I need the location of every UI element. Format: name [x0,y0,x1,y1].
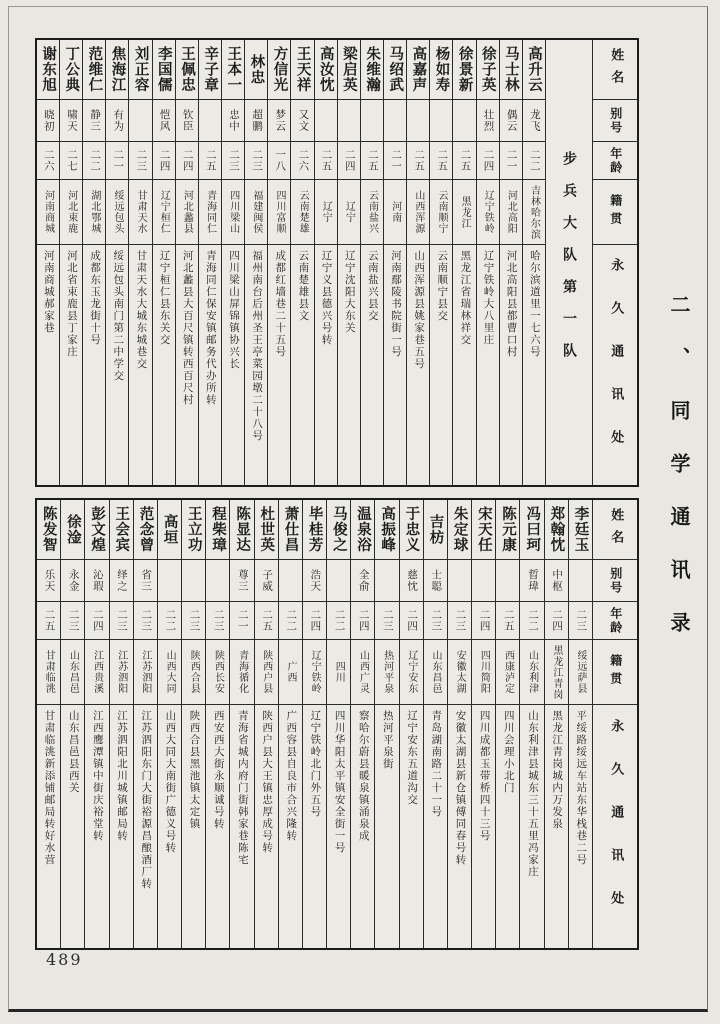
directory-table-top [35,38,639,487]
entry-alias [361,100,383,142]
entry-origin: 辽宁铁岭 [303,640,326,705]
entry-age: 二二 [279,602,302,640]
entry-address: 哈尔滨道里一七六号 [528,250,541,358]
entry-age: 二二 [158,602,181,640]
entry-address: 西安西大街永顺诚号转 [212,710,225,830]
entry-age: 二七 [60,142,82,180]
entry-address: 黑龙江青岗城内万发泉 [551,710,564,830]
entry-alias: 恺风 [153,100,175,142]
entry-column [423,500,447,948]
entry-origin: 甘肃天水 [129,180,151,245]
entry-name: 温泉浴 [351,500,374,560]
entry-alias [472,560,495,602]
entry-alias: 有为 [106,100,128,142]
entry-age: 二六 [291,142,313,180]
entry-column [337,40,360,485]
entry-alias [407,100,429,142]
entry-column [406,40,429,485]
entry-alias: 又文 [291,100,313,142]
entry-origin: 云南盐兴 [361,180,383,245]
entry-origin: 甘肃临洮 [37,640,60,705]
entry-name: 王天祥 [291,40,313,100]
entry-alias [375,560,398,602]
entry-alias [384,100,406,142]
entry-address: 江西鹰潭镇中街庆裕堂转 [91,710,104,842]
entry-name: 陈发智 [37,500,60,560]
entry-address: 云南顺宁县交 [436,250,449,322]
entry-origin: 四川 [327,640,350,705]
entry-alias: 钦臣 [176,100,198,142]
entry-alias: 忠中 [222,100,244,142]
entry-origin: 黑龙江青岗 [545,640,568,705]
entry-column [254,500,278,948]
entry-address: 河南商城郝家巷 [42,250,55,334]
entry-alias: 浩天 [303,560,326,602]
entry-column [175,40,198,485]
entry-name: 高汝忱 [315,40,337,100]
entry-column [452,40,475,485]
entry-address: 河北蠡县大百尺镇转西百尺村 [181,250,194,406]
entry-name: 丁公典 [60,40,82,100]
entry-column [290,40,313,485]
entry-alias [496,560,519,602]
entry-column [82,40,105,485]
entry-age: 二五 [37,602,60,640]
entry-age: 二一 [106,142,128,180]
entry-column [471,500,495,948]
entry-age: 二四 [351,602,374,640]
entry-age: 二四 [338,142,360,180]
entry-age: 二五 [255,602,278,640]
entry-name: 范维仁 [83,40,105,100]
entry-age: 二三 [424,602,447,640]
entry-name: 高升云 [523,40,545,100]
entry-age: 二一 [230,602,253,640]
header-alias: 别号 [593,100,637,142]
header-column [592,500,637,948]
entry-address: 河南鄢陵书院街一号 [389,250,402,358]
entry-name: 焦海江 [106,40,128,100]
entry-alias [327,560,350,602]
entry-alias [206,560,229,602]
entry-alias: 乐天 [37,560,60,602]
entry-address: 福州南台后州圣王亭菜园墩二十八号 [251,250,264,442]
entry-age: 二四 [176,142,198,180]
entry-name: 马俊之 [327,500,350,560]
entry-alias: 偶云 [500,100,522,142]
entry-origin: 陕西合县 [182,640,205,705]
entry-name: 杜世英 [255,500,278,560]
entry-column [447,500,471,948]
entry-origin: 黑龙江 [453,180,475,245]
entry-address: 黑龙江省瑞林祥交 [459,250,472,346]
entry-address: 辽宁义县德兴号转 [320,250,333,346]
entry-age: 二四 [477,142,499,180]
entry-address: 河北高阳县都曹口村 [505,250,518,358]
entry-name: 方信光 [268,40,290,100]
entry-address: 山西大同大南街广德义号转 [164,710,177,854]
entry-column [429,40,452,485]
entry-name: 李国儒 [153,40,175,100]
entry-age: 二六 [37,142,59,180]
entry-alias: 超鹏 [245,100,267,142]
entry-address: 山东利津县城东三十五里冯家庄 [526,710,539,878]
entry-age: 二三 [134,602,157,640]
entry-column [128,40,151,485]
entry-name: 高嘉声 [407,40,429,100]
entry-address: 四川会理小北门 [502,710,515,794]
entry-alias: 梦云 [268,100,290,142]
entry-name: 毕桂芳 [303,500,326,560]
entry-origin: 河南商城 [37,180,59,245]
entry-name: 萧仕昌 [279,500,302,560]
entry-age: 二三 [569,602,592,640]
entry-origin: 云南顺宁 [430,180,452,245]
entry-origin: 辽宁 [315,180,337,245]
entry-alias [158,560,181,602]
entry-address: 成都红墙巷二十五号 [274,250,287,358]
directory-table-bottom [35,498,639,950]
entry-column [198,40,221,485]
entry-address: 成都东玉龙街十号 [89,250,102,346]
entry-name: 辛子章 [199,40,221,100]
entry-address: 山西浑源县姚家巷五号 [413,250,426,370]
entry-column [519,500,543,948]
header-alias: 别号 [593,560,637,602]
entry-address: 四川梁山屏锦镇协兴长 [227,250,240,370]
entry-address: 云南楚雄县文 [297,250,310,322]
entry-column [476,40,499,485]
entry-name: 王会宾 [110,500,133,560]
entry-origin: 广西 [279,640,302,705]
entry-name: 刘正容 [129,40,151,100]
entry-alias: 壮烈 [477,100,499,142]
entry-age: 二三 [245,142,267,180]
entry-alias [315,100,337,142]
entry-name: 谢东旭 [37,40,59,100]
entry-column [495,500,519,948]
entry-origin: 山西浑源 [407,180,429,245]
entry-age: 二二 [327,602,350,640]
entry-alias [448,560,471,602]
header-address: 永久通讯处 [593,245,637,485]
entry-name: 冯曰珂 [520,500,543,560]
entry-name: 朱定球 [448,500,471,560]
entry-age: 二三 [61,602,84,640]
entry-column [59,40,82,485]
entry-alias [279,560,302,602]
entry-name: 陈显达 [230,500,253,560]
entry-column [278,500,302,948]
entry-name: 徐景新 [453,40,475,100]
entry-origin: 吉林哈尔滨 [523,180,545,245]
header-age: 年龄 [593,602,637,640]
entry-origin: 山东利津 [520,640,543,705]
unit-column [545,40,592,485]
unit-label: 步兵大队第一队 [561,150,577,375]
entry-alias [182,560,205,602]
entry-column [152,40,175,485]
entry-age: 二一 [384,142,406,180]
entry-origin: 河北束鹿 [60,180,82,245]
entry-address: 辽宁安东五道沟交 [406,710,419,806]
entry-column [84,500,108,948]
entry-alias: 尊三 [230,560,253,602]
entry-alias: 子威 [255,560,278,602]
entry-alias: 绎之 [110,560,133,602]
entry-column [544,500,568,948]
entry-column [383,40,406,485]
entry-origin: 山西大同 [158,640,181,705]
entry-column [360,40,383,485]
entry-address: 绥远包头南门第二中学交 [112,250,125,382]
entry-address: 青岛湖南路二十一号 [430,710,443,818]
entry-alias: 啸天 [60,100,82,142]
entry-origin: 辽宁铁岭 [477,180,499,245]
entry-column [499,40,522,485]
entry-name: 吉枋 [424,500,447,560]
entry-column [399,500,423,948]
entry-origin: 山东昌邑 [424,640,447,705]
entry-origin: 辽宁桓仁 [153,180,175,245]
entry-alias: 全俞 [351,560,374,602]
entry-address: 四川华阳太平镇安全街一号 [333,710,346,854]
entry-name: 陈元康 [496,500,519,560]
entry-column [350,500,374,948]
entry-name: 王佩忠 [176,40,198,100]
entry-name: 程柴璋 [206,500,229,560]
entry-origin: 青海同仁 [199,180,221,245]
entry-column [326,500,350,948]
entry-name: 马士林 [500,40,522,100]
entry-origin: 四川富顺 [268,180,290,245]
entry-alias [430,100,452,142]
entry-address: 广西容县自良市合兴隆转 [285,710,298,842]
entry-age: 二三 [206,602,229,640]
entry-age: 二四 [400,602,423,640]
entry-address: 辽宁沈阳大东关 [343,250,356,334]
entry-age: 二五 [315,142,337,180]
entry-column [229,500,253,948]
entry-age: 二三 [375,602,398,640]
entry-age: 二四 [153,142,175,180]
entry-age: 二二 [520,602,543,640]
entry-name: 徐子英 [477,40,499,100]
entry-address: 江苏泗阳东门大街裕源昌酿酒厂转 [140,710,153,890]
entry-name: 李廷玉 [569,500,592,560]
header-name: 姓名 [593,500,637,560]
entry-alias: 永金 [61,560,84,602]
entry-column [244,40,267,485]
entry-address: 陕西合县黑池镇太定镇 [188,710,201,830]
entry-alias: 士聪 [424,560,447,602]
entry-name: 林忠 [245,40,267,100]
entry-origin: 山东昌邑 [61,640,84,705]
entry-address: 青海同仁保安镇邮务代办所转 [204,250,217,406]
entry-name: 梁启英 [338,40,360,100]
entry-age: 二三 [182,602,205,640]
entry-origin: 热河平泉 [375,640,398,705]
entry-age: 二四 [303,602,326,640]
entry-origin: 陕西长安 [206,640,229,705]
entry-origin: 河南 [384,180,406,245]
header-address: 永久通讯处 [593,705,637,948]
entry-age: 二五 [199,142,221,180]
entry-column [60,500,84,948]
entry-age: 二五 [361,142,383,180]
section-title: 二、同学通讯录 [667,294,691,665]
entry-column [105,40,128,485]
entry-alias [199,100,221,142]
entry-origin: 江苏泗阳 [110,640,133,705]
entry-address: 陕西户县大王镇忠厚成号转 [261,710,274,854]
entry-column [568,500,592,948]
entry-address: 辽宁桓仁县东关交 [158,250,171,346]
entry-address: 安徽太湖县新仓镇傅同春号转 [454,710,467,866]
header-age: 年龄 [593,142,637,180]
entry-origin: 四川梁山 [222,180,244,245]
entry-name: 宋天任 [472,500,495,560]
header-column [592,40,637,485]
entry-alias [569,560,592,602]
entry-address: 热河平泉街 [381,710,394,770]
entry-origin: 辽宁 [338,180,360,245]
entry-column [374,500,398,948]
entry-age: 二五 [430,142,452,180]
entry-alias [129,100,151,142]
entry-address: 辽宁铁岭大八里庄 [482,250,495,346]
entry-origin: 福建闽侯 [245,180,267,245]
entry-address: 平绥路绥远车站东华栈巷二号 [575,710,588,866]
entry-address: 四川成都玉带桥四十三号 [478,710,491,842]
entry-column [37,500,60,948]
entry-age: 二二 [523,142,545,180]
entry-address: 河北省束鹿县丁家庄 [66,250,78,358]
entry-address: 甘肃临洮新添铺邮局转好水营 [43,710,56,866]
entry-name: 高垣 [158,500,181,560]
entry-column [181,500,205,948]
entry-age: 二四 [545,602,568,640]
entry-alias: 慈忱 [400,560,423,602]
entry-origin: 江苏泗阳 [134,640,157,705]
entry-name: 王立功 [182,500,205,560]
entry-origin: 山西广灵 [351,640,374,705]
entry-column [267,40,290,485]
entry-origin: 辽宁安东 [400,640,423,705]
entry-age: 一八 [268,142,290,180]
entry-name: 杨如寿 [430,40,452,100]
entry-age: 二一 [500,142,522,180]
entry-age: 二四 [472,602,495,640]
entry-origin: 四川简阳 [472,640,495,705]
entry-address: 青海省城内府门街韩家巷陈宅 [236,710,249,866]
entry-alias: 龙飞 [523,100,545,142]
entry-address: 察哈尔蔚县暖泉镇涌泉成 [357,710,370,842]
entry-name: 朱维瀚 [361,40,383,100]
entry-name: 王本一 [222,40,244,100]
entry-column [221,40,244,485]
entry-origin: 河北蠡县 [176,180,198,245]
entry-column [522,40,545,485]
entry-name: 高振峰 [375,500,398,560]
entry-name: 马绍武 [384,40,406,100]
header-name: 姓名 [593,40,637,100]
entry-column [37,40,59,485]
entry-name: 徐淦 [61,500,84,560]
entry-alias: 静三 [83,100,105,142]
entry-origin: 云南楚雄 [291,180,313,245]
entry-origin: 绥远萨县 [569,640,592,705]
entry-age: 二三 [129,142,151,180]
entry-alias: 晢瑋 [520,560,543,602]
entry-alias: 省三 [134,560,157,602]
entry-address: 辽宁铁岭北门外五号 [309,710,322,818]
entry-origin: 绥远包头 [106,180,128,245]
entry-address: 甘肃天水大城东城巷交 [135,250,148,370]
entry-age: 二二 [83,142,105,180]
entry-age: 二五 [407,142,429,180]
entry-age: 二三 [110,602,133,640]
entry-address: 江苏泗阳北川城镇邮局转 [116,710,129,842]
entry-age: 二四 [85,602,108,640]
entry-column [314,40,337,485]
entry-alias: 沁瑕 [85,560,108,602]
entry-origin: 青海循化 [230,640,253,705]
entry-origin: 陕西户县 [255,640,278,705]
entry-age: 二五 [453,142,475,180]
entry-address: 云南盐兴县交 [366,250,379,322]
entry-origin: 西康泸定 [496,640,519,705]
entry-alias: 晓初 [37,100,59,142]
entry-origin: 安徽太湖 [448,640,471,705]
entry-name: 于忠义 [400,500,423,560]
entry-column [302,500,326,948]
entry-address: 山东昌邑县西关 [67,710,80,794]
page-number: 489 [46,950,83,969]
entry-name: 彭文煌 [85,500,108,560]
entry-alias [338,100,360,142]
entry-alias [453,100,475,142]
entry-column [157,500,181,948]
entry-column [109,500,133,948]
header-origin: 籍贯 [593,640,637,705]
entry-column [133,500,157,948]
entry-name: 郑翰忱 [545,500,568,560]
entry-age: 二三 [222,142,244,180]
entry-age: 二三 [448,602,471,640]
entry-origin: 湖北鄂城 [83,180,105,245]
header-origin: 籍贯 [593,180,637,245]
entry-origin: 河北高阳 [500,180,522,245]
entry-origin: 江西贵溪 [85,640,108,705]
entry-name: 范念曾 [134,500,157,560]
entry-column [205,500,229,948]
entry-age: 二五 [496,602,519,640]
entry-alias: 中枢 [545,560,568,602]
